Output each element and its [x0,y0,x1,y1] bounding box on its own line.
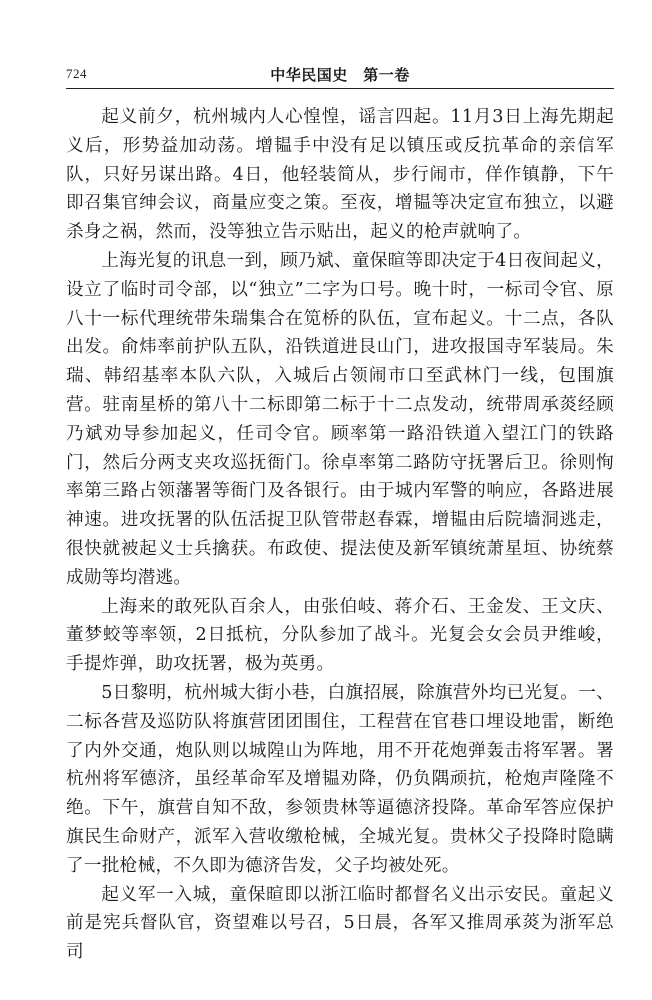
book-page [66,62,614,967]
paragraph: 起义军一入城，童保暄即以浙江临时都督名义出示安民。童起义前是宪兵督队官，资望难以号召，5日晨，各军又推周承菼为浙军总司 [66,884,614,963]
running-title: 中华民国史 第一卷 [270,66,410,84]
paragraph: 起义前夕，杭州城内人心惶惶，谣言四起。11月3日上海先期起义后，形势益加动荡。增韫手中没有足以镇压或反抗革命的亲信军队，只好另谋出路。4日，他轻装简从，步行闹市，佯作镇静，下午即召集官绅会议，商量应变之策。至夜，增韫等决定宣布独立，以避杀身之祸，然而，没等独立告示贴出，起义的枪声就响了。 [66,107,614,243]
body-text [66,103,614,967]
page-header [66,62,614,89]
paragraph: 5日黎明，杭州城大街小巷，白旗招展，除旗营外均已光复。一、二标各营及巡防队将旗营团团围住，工程营在官巷口埋设地雷，断绝了内外交通，炮队则以城隍山为阵地，用不开花炮弹轰击将军署。署杭州将军德济，虽经革命军及增韫劝降，仍负隅顽抗，枪炮声隆隆不绝。下午，旗营自知不敌，参领贵林等逼德济投降。革命军答应保护旗民生命财产，派军入营收缴枪械，全城光复。贵林父子投降时隐瞒了一批枪械，不久即为德济告发，父子均被处死。 [66,682,614,876]
page-number: 724 [66,66,87,81]
paragraph: 上海光复的讯息一到，顾乃斌、童保暄等即决定于4日夜间起义，设立了临时司令部，以“独立”二字为口号。晚十时，一标司令官、原八十一标代理统带朱瑞集合在笕桥的队伍，宣布起义。十二点，各队出发。俞炜率前护队五队，沿铁道进艮山门，进攻报国寺军装局。朱瑞、韩绍基率本队六队，入城后占领闹市口至武林门一线，包围旗营。驻南星桥的第八十二标即第二标于十二点发动，统带周承菼经顾乃斌劝导参加起义，任司令官。顾率第一路沿铁道入望江门的铁路门，然后分两支夹攻巡抚衙门。徐卓率第二路防守抚署后卫。徐则恂率第三路占领藩署等衙门及各银行。由于城内军警的响应，各路进展神速。进攻抚署的队伍活捉卫队管带赵春霖，增韫由后院墙洞逃走，很快就被起义士兵擒获。布政使、提法使及新军镇统萧星垣、协统蔡成勋等均潜逃。 [66,250,614,588]
paragraph: 上海来的敢死队百余人，由张伯岐、蒋介石、王金发、王文庆、董梦蛟等率领，2日抵杭，分队参加了战斗。光复会女会员尹维峻，手提炸弹，助攻抚署，极为英勇。 [66,596,614,675]
